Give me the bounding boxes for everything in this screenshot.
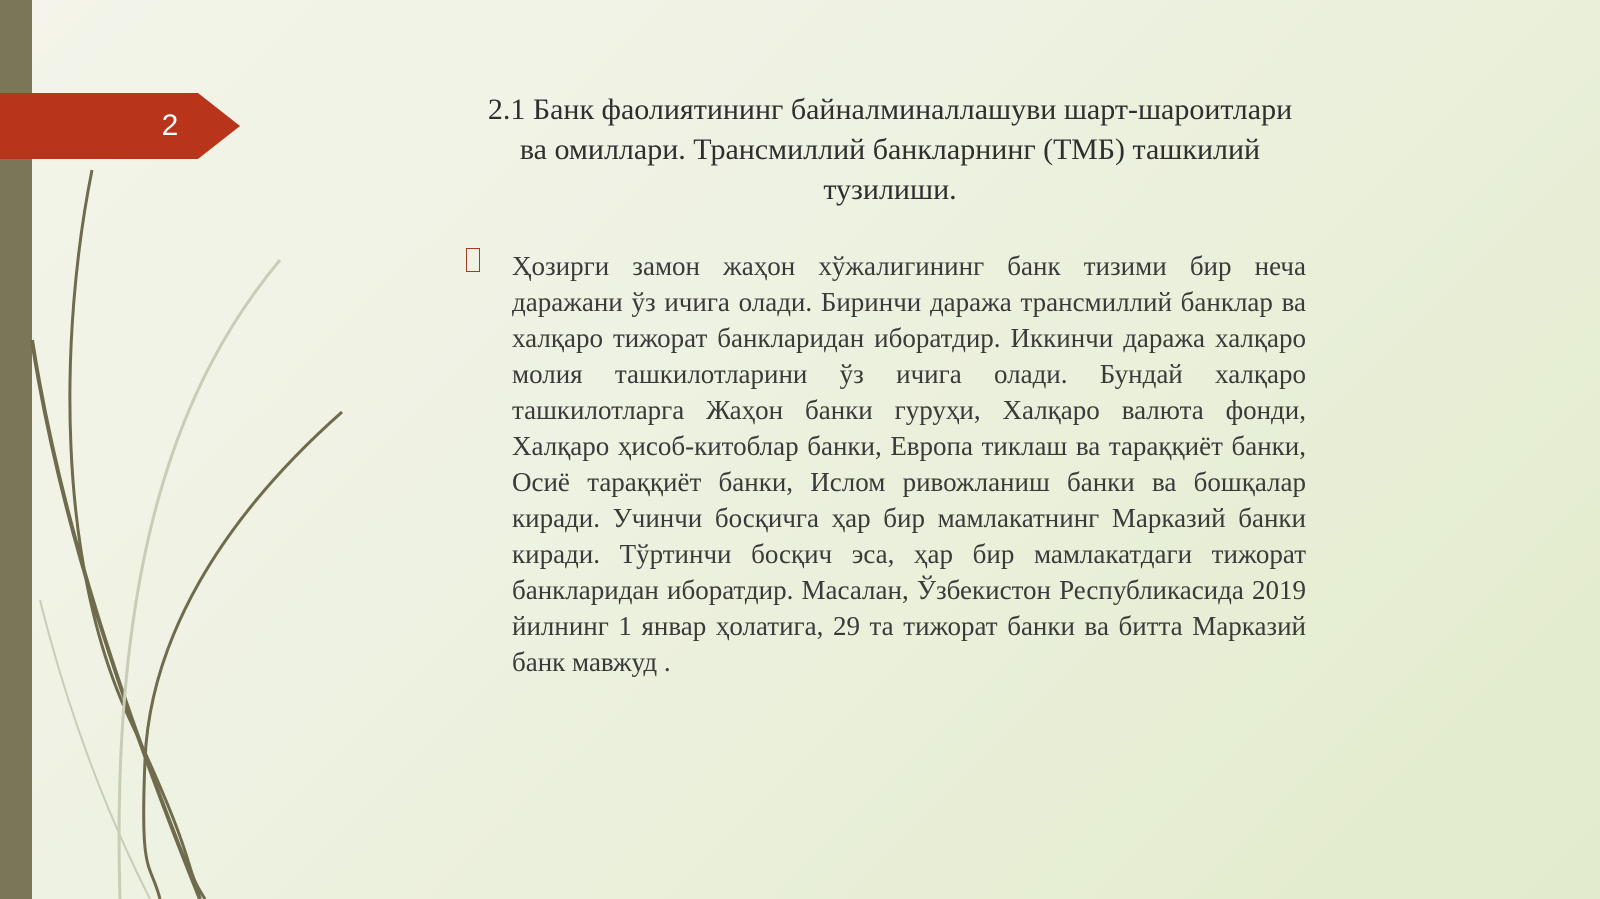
bullet-icon bbox=[466, 248, 480, 272]
body-paragraph: Ҳозирги замон жаҳон хўжалигининг банк тизими бир неча даражани ўз ичига олади. Биринчи даража трансмиллий банклар ва халқаро тижорат банкларидан иборатдир. Иккинчи даража халқаро молия ташкилотларини ўз ичига олади. Бундай халқаро ташкилотларга Жаҳон банки гуруҳи, Халқаро валюта фонди, Халқаро ҳисоб-китоблар банки, Европа тиклаш ва тараққиёт банки, Осиё тараққиёт банки, Ислом ривожланиш банки ва бошқалар киради. Учинчи босқичга ҳар бир мамлакатнинг Марказий банки киради. Тўртинчи босқич эса, ҳар бир мамлакатдаги тижорат банкларидан иборатдир. Масалан, Ўзбекистон Республикасида 2019 йилнинг 1 январ ҳолатига, 29 та тижорат банки ва битта Марказий банк мавжуд . bbox=[512, 251, 1306, 677]
tag-arrow-shape bbox=[0, 93, 240, 159]
slide-title: 2.1 Банк фаолиятининг байналминаллашуви шарт-шароитлари ва омиллари. Трансмиллий банкларнинг (ТМБ) ташкилий тузилиши. bbox=[487, 93, 1293, 206]
slide-number-tag bbox=[0, 93, 240, 159]
slide-number: 2 bbox=[161, 109, 179, 142]
